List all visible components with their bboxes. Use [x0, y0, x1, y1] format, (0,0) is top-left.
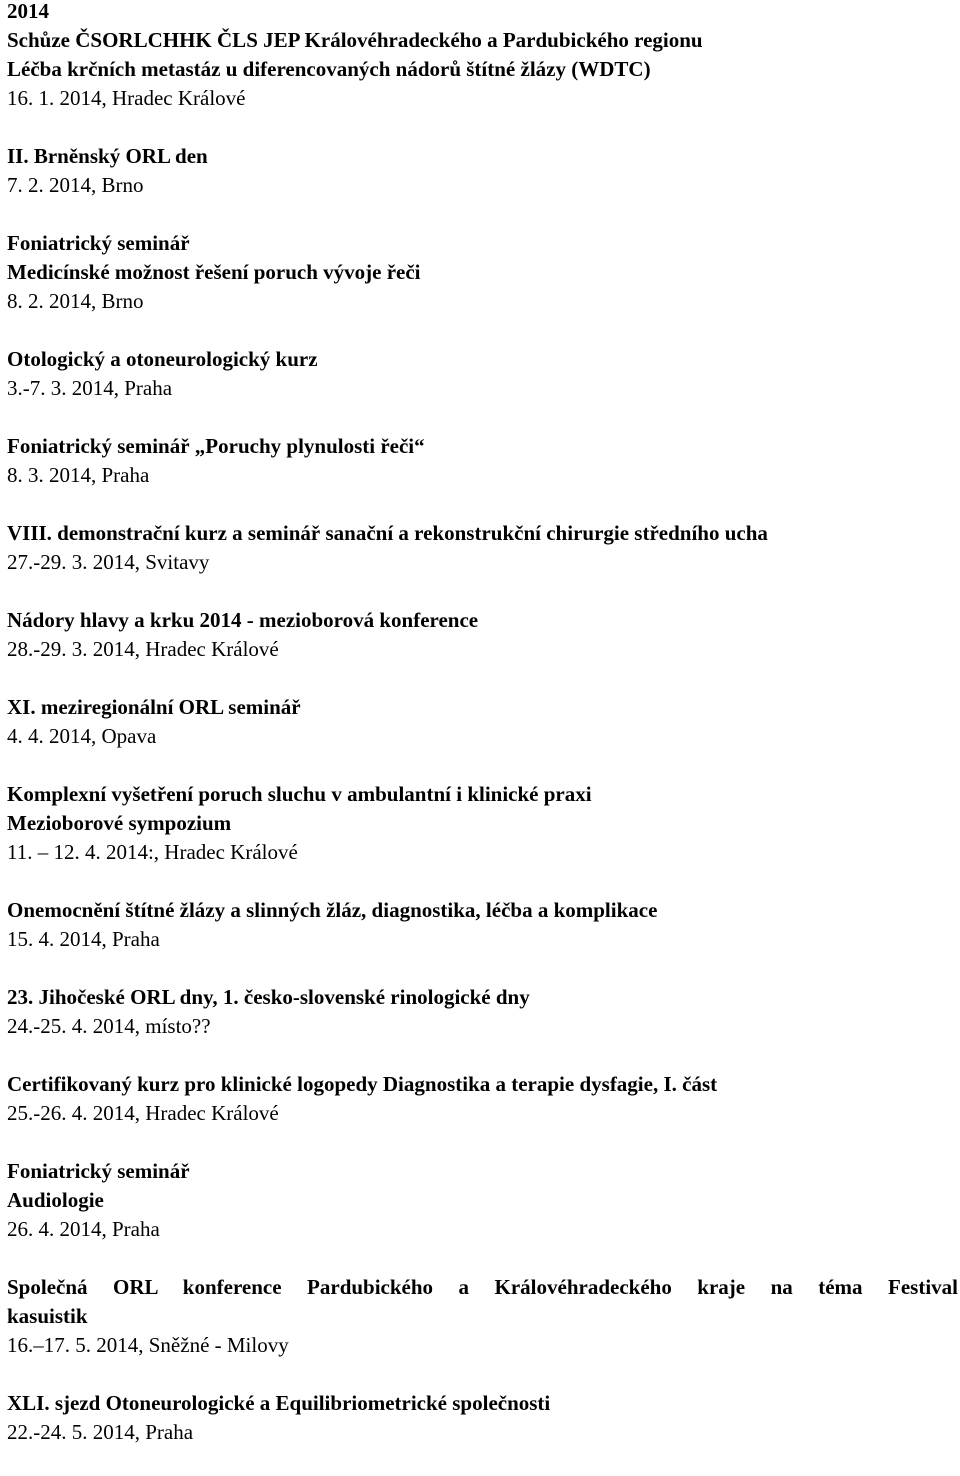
- event-item: [7, 896, 958, 954]
- event-title-line: XI. meziregionální ORL seminář: [7, 695, 301, 719]
- event-date-location: 8. 3. 2014, Praha: [7, 463, 150, 487]
- event-item: [7, 1273, 958, 1360]
- event-item: [7, 142, 958, 200]
- event-title-line: Foniatrický seminář: [7, 231, 190, 255]
- event-title-line: Otologický a otoneurologický kurz: [7, 347, 318, 371]
- event-title-line: XLI. sjezd Otoneurologické a Equilibriometrické společnosti: [7, 1391, 551, 1415]
- event-item: [7, 345, 958, 403]
- event-date-location: 26. 4. 2014, Praha: [7, 1217, 160, 1241]
- event-title-line: Foniatrický seminář: [7, 1159, 190, 1183]
- event-title-line: Komplexní vyšetření poruch sluchu v ambulantní i klinické praxi: [7, 782, 592, 806]
- event-date-location: 7. 2. 2014, Brno: [7, 173, 144, 197]
- year-heading: 2014: [7, 0, 49, 23]
- document-page: [7, 0, 958, 1476]
- event-title-line: 23. Jihočeské ORL dny, 1. česko-slovenské rinologické dny: [7, 985, 530, 1009]
- event-title-line: Medicínské možnost řešení poruch vývoje řeči: [7, 260, 421, 284]
- event-title-line: VIII. demonstrační kurz a seminář sanační a rekonstrukční chirurgie středního ucha: [7, 521, 768, 545]
- event-item: [7, 229, 958, 316]
- event-title-line: Mezioborové sympozium: [7, 811, 232, 835]
- event-title-line: II. Brněnský ORL den: [7, 144, 208, 168]
- event-title-line: Certifikovaný kurz pro klinické logopedy Diagnostika a terapie dysfagie, I. část: [7, 1072, 718, 1096]
- event-title-line: Onemocnění štítné žlázy a slinných žláz, diagnostika, léčba a komplikace: [7, 898, 658, 922]
- event-date-location: 3.-7. 3. 2014, Praha: [7, 376, 173, 400]
- event-title-line: Foniatrický seminář „Poruchy plynulosti řeči“: [7, 434, 425, 458]
- event-item: [7, 693, 958, 751]
- event-date-location: 16.–17. 5. 2014, Sněžné - Milovy: [7, 1333, 289, 1357]
- event-date-location: 25.-26. 4. 2014, Hradec Králové: [7, 1101, 279, 1125]
- event-item: [7, 983, 958, 1041]
- event-item: [7, 1157, 958, 1244]
- event-item: [7, 432, 958, 490]
- event-date-location: 16. 1. 2014, Hradec Králové: [7, 86, 246, 110]
- event-date-location: 4. 4. 2014, Opava: [7, 724, 157, 748]
- event-title-line: Audiologie: [7, 1188, 104, 1212]
- event-list: [7, 26, 958, 1447]
- event-date-location: 8. 2. 2014, Brno: [7, 289, 144, 313]
- event-item: [7, 1389, 958, 1447]
- event-date-location: 27.-29. 3. 2014, Svitavy: [7, 550, 210, 574]
- event-date-location: 11. – 12. 4. 2014:, Hradec Králové: [7, 840, 298, 864]
- event-item: [7, 1070, 958, 1128]
- event-title-line: Léčba krčních metastáz u diferencovaných nádorů štítné žlázy (WDTC): [7, 57, 651, 81]
- event-title-line: Nádory hlavy a krku 2014 - mezioborová konference: [7, 608, 479, 632]
- event-title-line: Schůze ČSORLCHHK ČLS JEP Královéhradeckého a Pardubického regionu: [7, 28, 703, 52]
- event-item: [7, 26, 958, 113]
- event-date-location: 15. 4. 2014, Praha: [7, 927, 160, 951]
- event-item: [7, 780, 958, 867]
- event-title-line: kasuistik: [7, 1304, 88, 1328]
- event-date-location: 28.-29. 3. 2014, Hradec Králové: [7, 637, 279, 661]
- event-item: [7, 606, 958, 664]
- event-title-line: Společná ORL konference Pardubického a Královéhradeckého kraje na téma Festival: [7, 1275, 958, 1299]
- event-date-location: 24.-25. 4. 2014, místo??: [7, 1014, 211, 1038]
- event-date-location: 22.-24. 5. 2014, Praha: [7, 1420, 194, 1444]
- event-item: [7, 519, 958, 577]
